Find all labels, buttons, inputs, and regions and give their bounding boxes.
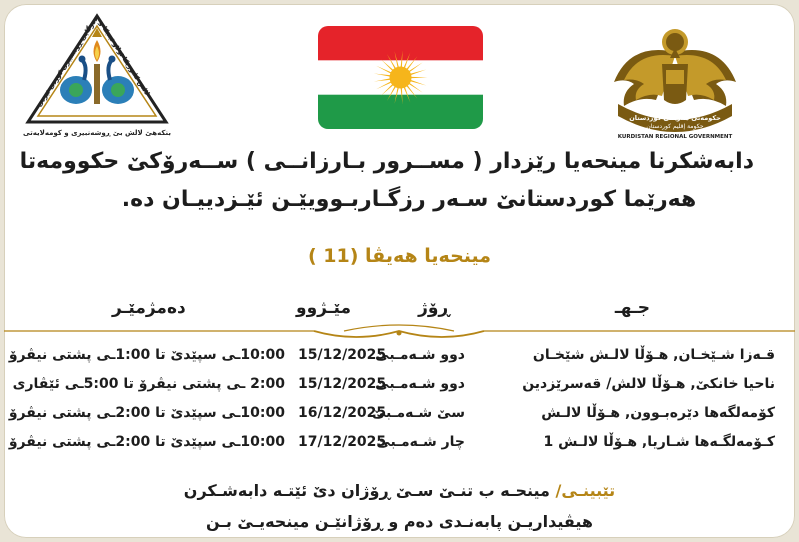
table-row bbox=[4, 347, 795, 369]
row-day: چار شـەمـبێ bbox=[376, 434, 465, 450]
row-place: کـۆمەلگـەها شـاریا, هـۆڵا لالـش 1 bbox=[543, 434, 775, 450]
note-text-1: مینحـە ب تنـێ سـێ ڕۆژان دێ ئێتـە دابەشـکرن bbox=[183, 481, 550, 500]
row-date: 16/12/2025 bbox=[298, 405, 387, 421]
note-line-2: هیڤیداریـن پابەنـدی دەم و ڕۆژانێـن مینحەیـێ بـن bbox=[205, 512, 594, 531]
row-place: قـەزا شـێخـان, هـۆڵا لالـش شێخـان bbox=[532, 347, 775, 363]
row-time: 10:00ـی سپێدێ تا 2:00ـی پشتی نیڤرۆ bbox=[8, 434, 285, 450]
table-row bbox=[4, 434, 795, 456]
emblem-text-3: KURDISTAN REGIONAL GOVERNMENT bbox=[617, 134, 733, 140]
lalish-center-logo bbox=[22, 10, 172, 140]
emblem-text-1: حکومەتی هەرێمی کوردستان bbox=[629, 114, 721, 122]
logo-arc-text: لالش کلتوریکا ئولاو ئینیکا و دەزگایی ڕوشنبیری کوردی ئیزدی bbox=[35, 15, 152, 109]
row-date: 15/12/2025 bbox=[298, 347, 387, 363]
row-day: دوو شـەمـبێ bbox=[375, 376, 465, 392]
column-header-day: ڕۆژ bbox=[418, 298, 450, 318]
row-time: 10:00ـی سپێدێ تا 1:00ـی پشتی نیڤرۆ bbox=[8, 347, 285, 363]
row-day: دوو شـەمـبێ bbox=[375, 347, 465, 363]
meeting-title: مینحەیا هەیڤا (11 ) bbox=[307, 245, 492, 267]
column-header-date: مێـژوو bbox=[296, 298, 351, 318]
note-line-1 bbox=[4, 481, 795, 500]
krg-emblem bbox=[600, 12, 750, 140]
headline-line-2: هەرێما کوردستانێ سـەر رزگـاربـوویێـن ئێـزدییـان دە. bbox=[121, 187, 697, 212]
headline-line-1: دابەشکرنا مینحەیا رێزدار ( مســرور بـارزانــی ) ســەرۆکێ حکوومەتا bbox=[19, 149, 754, 174]
row-time: 10:00ـی سپێدێ تا 2:00ـی پشتی نیڤرۆ bbox=[8, 405, 285, 421]
column-header-time: دەمژمێـر bbox=[112, 298, 186, 318]
announcement-card bbox=[4, 4, 795, 538]
row-day: سێ شـەمـبێ bbox=[371, 405, 465, 421]
table-row bbox=[4, 405, 795, 427]
row-time: 2:00 ـی پشتی نیڤرۆ تا 5:00ـی ئێڤاری bbox=[12, 376, 285, 392]
table-row bbox=[4, 376, 795, 398]
flag-red-band bbox=[318, 26, 483, 60]
row-place: ناحیا خانکێ, هـۆڵا لالش/ قەسرێزدین bbox=[522, 376, 775, 392]
kurdistan-flag bbox=[318, 26, 483, 129]
header-divider bbox=[4, 323, 795, 345]
flag-green-band bbox=[318, 95, 483, 129]
note-label: تێبینـی/ bbox=[555, 481, 616, 500]
logo-bottom-text: بنکەهێ لالش بێ ڕوشەنبیری و کومەلایەتی bbox=[23, 129, 171, 137]
emblem-text-2: حكومة إقليم كوردستان bbox=[646, 123, 704, 130]
row-place: کۆمەلگەها دێرەبـوون, هـۆڵا لالـش bbox=[541, 405, 775, 421]
column-header-place: جـهـ bbox=[614, 298, 650, 318]
row-date: 15/12/2025 bbox=[298, 376, 387, 392]
row-date: 17/12/2025 bbox=[298, 434, 387, 450]
